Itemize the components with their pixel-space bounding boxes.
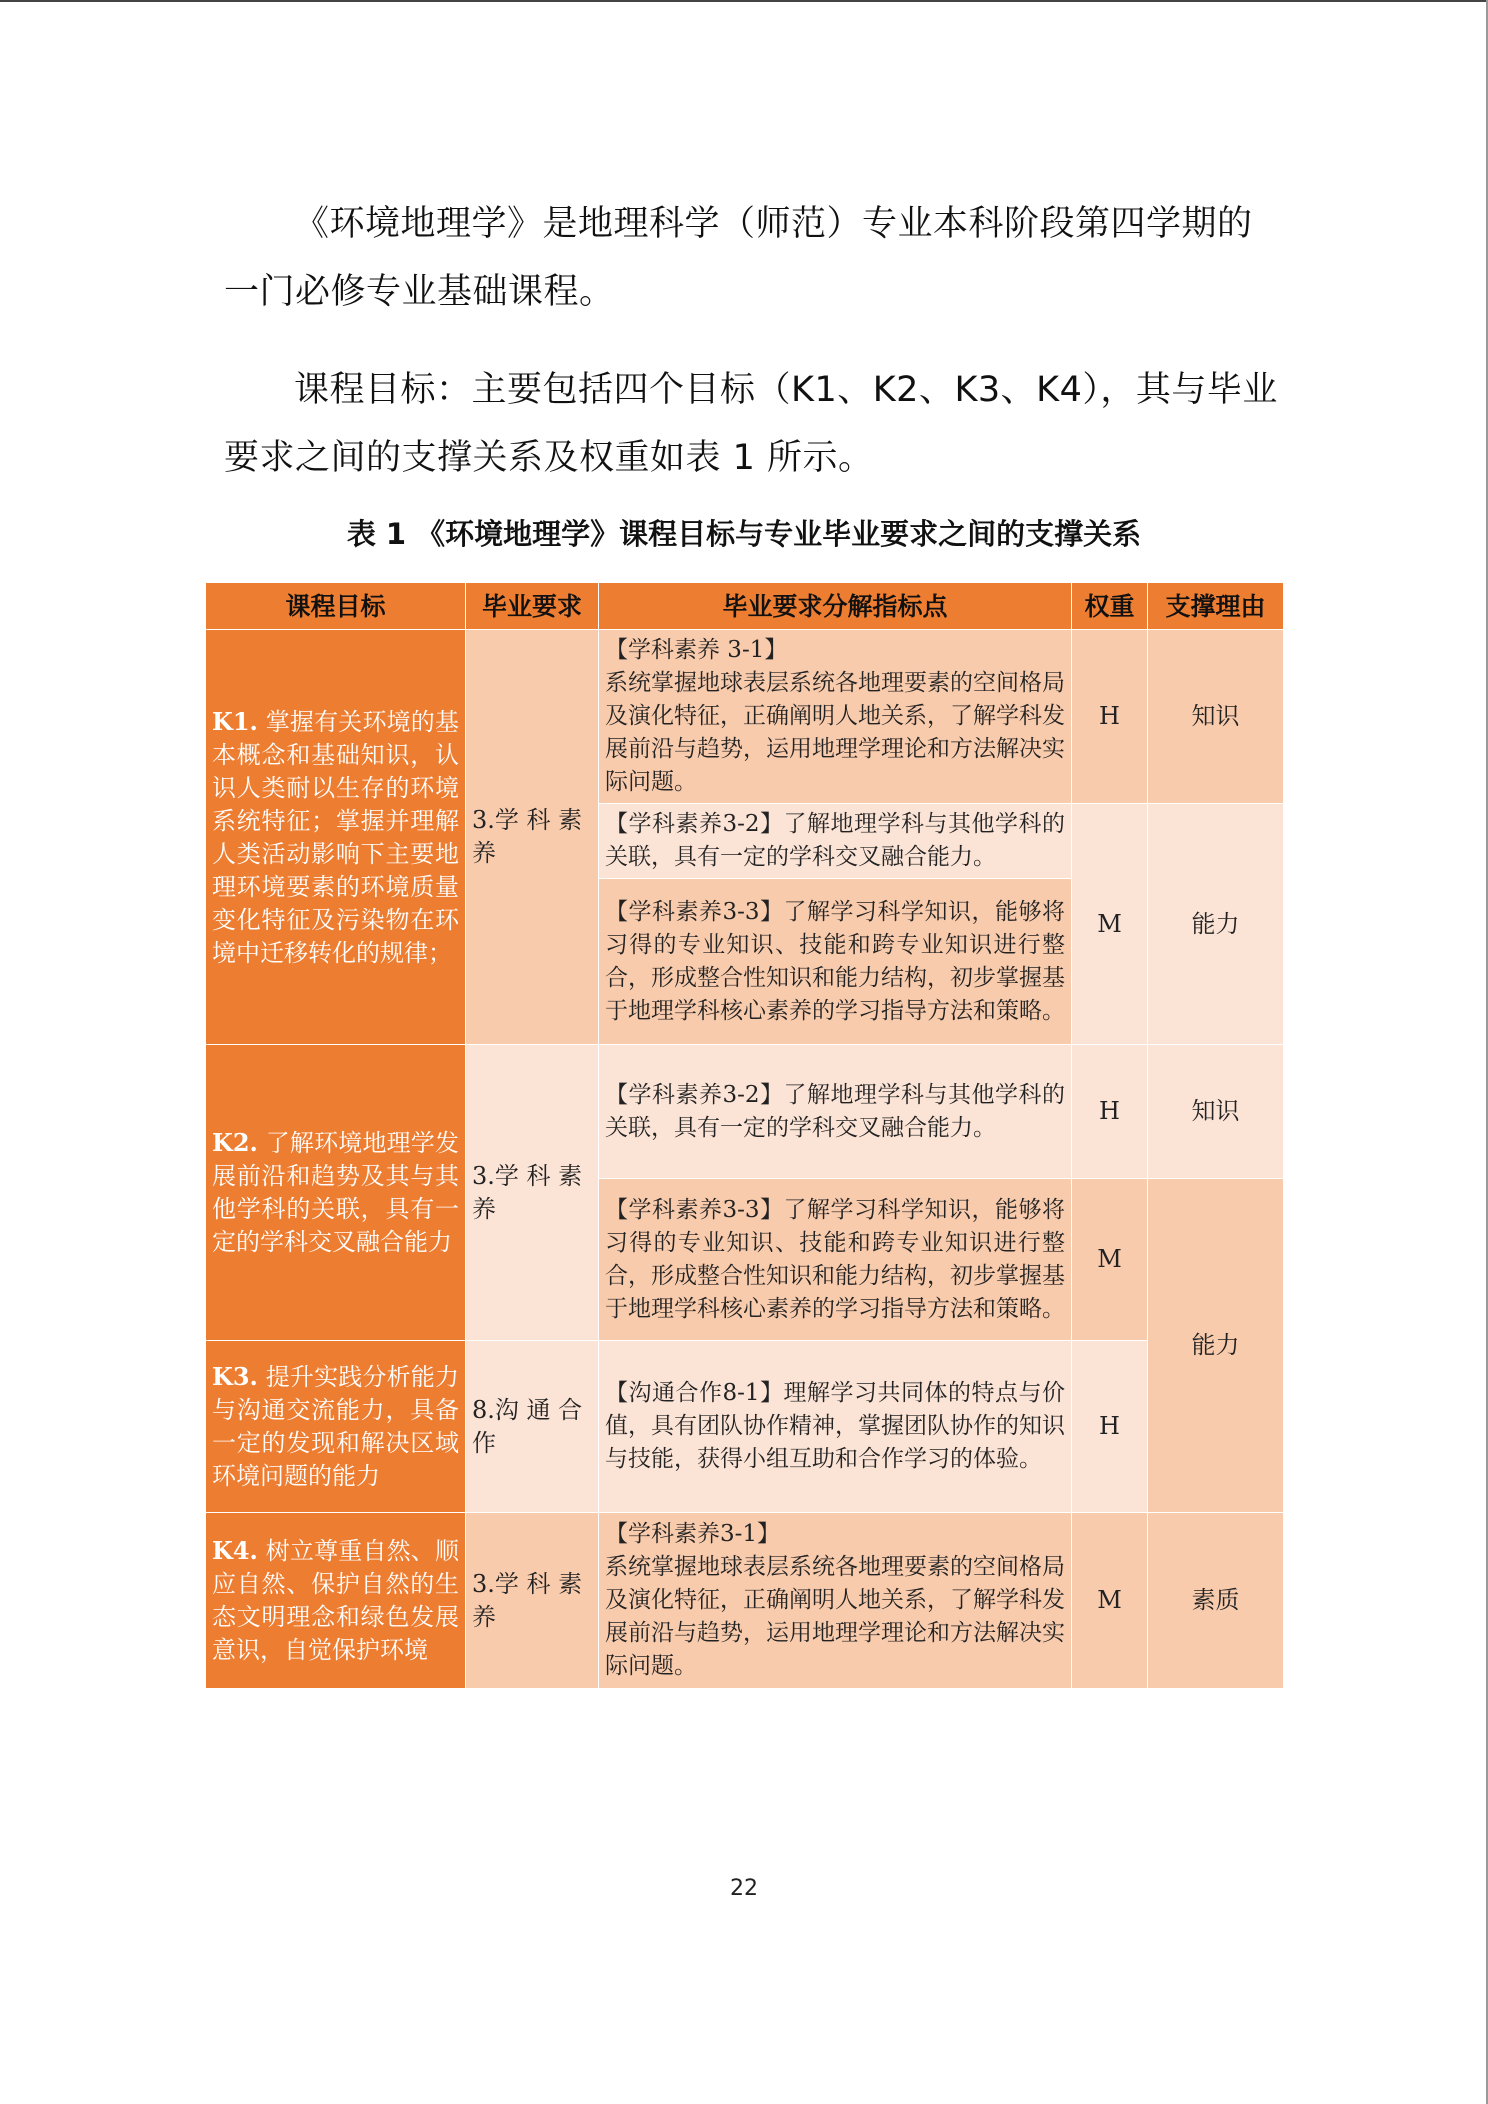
page-number: 22	[730, 1876, 758, 1901]
goal-k4-code: K4.	[212, 1536, 258, 1565]
reason-k2-knowledge: 知识	[1148, 1045, 1284, 1179]
weight-k4-m: M	[1072, 1513, 1148, 1689]
reason-k4-quality: 素质	[1148, 1513, 1284, 1689]
indicator-k4-3-1	[599, 1513, 1072, 1689]
goal-k2-text: 了解环境地理学发展前沿和趋势及其与其他学科的关联，具有一定的学科交叉融合能力	[212, 1129, 459, 1256]
indicator-k2-3-2: 【学科素养3-2】了解地理学科与其他学科的关联，具有一定的学科交叉融合能力。	[599, 1045, 1072, 1179]
table-row	[206, 630, 1284, 804]
goal-k3	[206, 1341, 466, 1513]
weight-k1-h: H	[1072, 630, 1148, 804]
indicator-k1-3-1-text: 系统掌握地球表层系统各地理要素的空间格局及演化特征，正确阐明人地关系，了解学科发展前沿与趋势，运用地理学理论和方法解决实际问题。	[605, 670, 1065, 795]
indicator-k1-3-2: 【学科素养3-2】了解地理学科与其他学科的关联，具有一定的学科交叉融合能力。	[599, 804, 1072, 879]
goal-k4	[206, 1513, 466, 1689]
reason-k1-ability: 能力	[1148, 804, 1284, 1045]
intro-paragraph: 《环境地理学》是地理科学（师范）专业本科阶段第四学期的一门必修专业基础课程。	[224, 204, 1253, 312]
indicator-k1-3-1-tag: 【学科素养 3-1】	[605, 637, 788, 663]
goal-k4-text: 树立尊重自然、顺应自然、保护自然的生态文明理念和绿色发展意识，自觉保护环境	[212, 1537, 459, 1664]
requirement-k2: 3.学 科 素养	[466, 1045, 599, 1341]
header-indicator: 毕业要求分解指标点	[599, 583, 1072, 630]
goals-paragraph: 课程目标：主要包括四个目标（K1、K2、K3、K4），其与毕业要求之间的支撑关系及权重如表 1 所示。	[224, 370, 1278, 478]
header-requirement: 毕业要求	[466, 583, 599, 630]
requirement-k3: 8.沟 通 合作	[466, 1341, 599, 1513]
reason-k1-knowledge: 知识	[1148, 630, 1284, 804]
table-row	[206, 1513, 1284, 1689]
goal-k3-code: K3.	[212, 1362, 258, 1391]
reason-k2-k3-ability: 能力	[1148, 1179, 1284, 1513]
goal-k2-code: K2.	[212, 1128, 258, 1157]
goal-k2	[206, 1045, 466, 1341]
goal-k1	[206, 630, 466, 1045]
header-goal: 课程目标	[206, 583, 466, 630]
indicator-k1-3-3: 【学科素养3-3】了解学习科学知识，能够将习得的专业知识、技能和跨专业知识进行整合，形成整合性知识和能力结构，初步掌握基于地理学科核心素养的学习指导方法和策略。	[599, 879, 1072, 1045]
goal-k1-text: 掌握有关环境的基本概念和基础知识，认识人类耐以生存的环境系统特征；掌握并理解人类活动影响下主要地理环境要素的环境质量变化特征及污染物在环境中迁移转化的规律；	[212, 707, 459, 967]
indicator-k2-3-3: 【学科素养3-3】了解学习科学知识，能够将习得的专业知识、技能和跨专业知识进行整合，形成整合性知识和能力结构，初步掌握基于地理学科核心素养的学习指导方法和策略。	[599, 1179, 1072, 1341]
indicator-k3-8-1: 【沟通合作8-1】理解学习共同体的特点与价值，具有团队协作精神，掌握团队协作的知识与技能，获得小组互助和合作学习的体验。	[599, 1341, 1072, 1513]
table-row	[206, 1045, 1284, 1179]
table-row	[206, 1341, 1284, 1513]
indicator-k4-3-1-tag: 【学科素养3-1】	[605, 1521, 781, 1547]
requirement-k1: 3.学 科 素养	[466, 630, 599, 1045]
page-top-border	[0, 0, 1488, 2]
weight-k2-m: M	[1072, 1179, 1148, 1341]
weight-k2-h: H	[1072, 1045, 1148, 1179]
goal-k3-text: 提升实践分析能力与沟通交流能力，具备一定的发现和解决区域环境问题的能力	[212, 1363, 459, 1490]
indicator-k1-3-1	[599, 630, 1072, 804]
weight-k1-m: M	[1072, 804, 1148, 1045]
header-reason: 支撑理由	[1148, 583, 1284, 630]
weight-k3-h: H	[1072, 1341, 1148, 1513]
goal-k1-code: K1.	[212, 706, 258, 736]
header-weight: 权重	[1072, 583, 1148, 630]
requirement-k4: 3.学 科 素养	[466, 1513, 599, 1689]
indicator-k4-3-1-text: 系统掌握地球表层系统各地理要素的空间格局及演化特征，正确阐明人地关系，了解学科发展前沿与趋势，运用地理学理论和方法解决实际问题。	[605, 1554, 1065, 1679]
table-title: 表 1 《环境地理学》课程目标与专业毕业要求之间的支撑关系	[346, 517, 1142, 551]
support-relation-table	[205, 582, 1284, 1689]
table-header-row	[206, 583, 1284, 630]
